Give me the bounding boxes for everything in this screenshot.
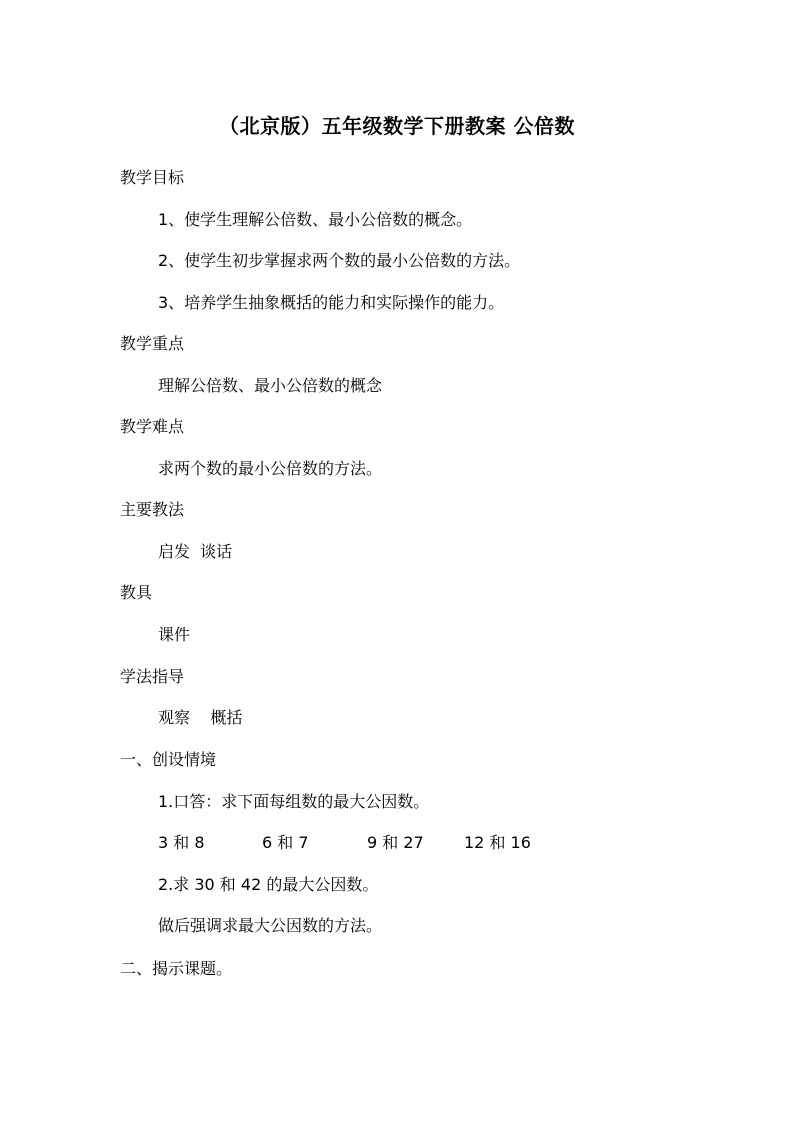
- method-heading: 主要教法: [120, 500, 185, 519]
- part1-note: 做后强调求最大公因数的方法。: [158, 916, 383, 935]
- goal-item-2: 2、使学生初步掌握求两个数的最小公倍数的方法。: [158, 251, 521, 270]
- number-pair: 3 和 8: [158, 833, 205, 852]
- part2-heading: 二、揭示课题。: [120, 959, 233, 978]
- difficulty-text: 求两个数的最小公倍数的方法。: [158, 459, 383, 478]
- goals-heading: 教学目标: [120, 168, 185, 187]
- method-text: 启发 谈话: [158, 542, 233, 561]
- part1-heading: 一、创设情境: [120, 750, 217, 769]
- part1-question-1: 1.口答：求下面每组数的最大公因数。: [158, 792, 430, 811]
- page-title: （北京版）五年级数学下册教案 公倍数: [219, 114, 575, 138]
- goal-item-3: 3、培养学生抽象概括的能力和实际操作的能力。: [158, 293, 505, 312]
- number-pair: 12 和 16: [464, 833, 531, 852]
- part1-question-2: 2.求 30 和 42 的最大公因数。: [158, 875, 379, 894]
- number-pair: 6 和 7: [262, 833, 309, 852]
- key-heading: 教学重点: [120, 334, 185, 353]
- tools-text: 课件: [158, 625, 191, 644]
- difficulty-heading: 教学难点: [120, 417, 185, 436]
- goal-item-1: 1、使学生理解公倍数、最小公倍数的概念。: [158, 210, 473, 229]
- key-text: 理解公倍数、最小公倍数的概念: [158, 376, 383, 395]
- study-heading: 学法指导: [120, 667, 185, 686]
- tools-heading: 教具: [120, 583, 153, 602]
- number-pairs: [158, 831, 558, 855]
- number-pair: 9 和 27: [367, 833, 424, 852]
- study-text: 观察 概括: [158, 708, 243, 727]
